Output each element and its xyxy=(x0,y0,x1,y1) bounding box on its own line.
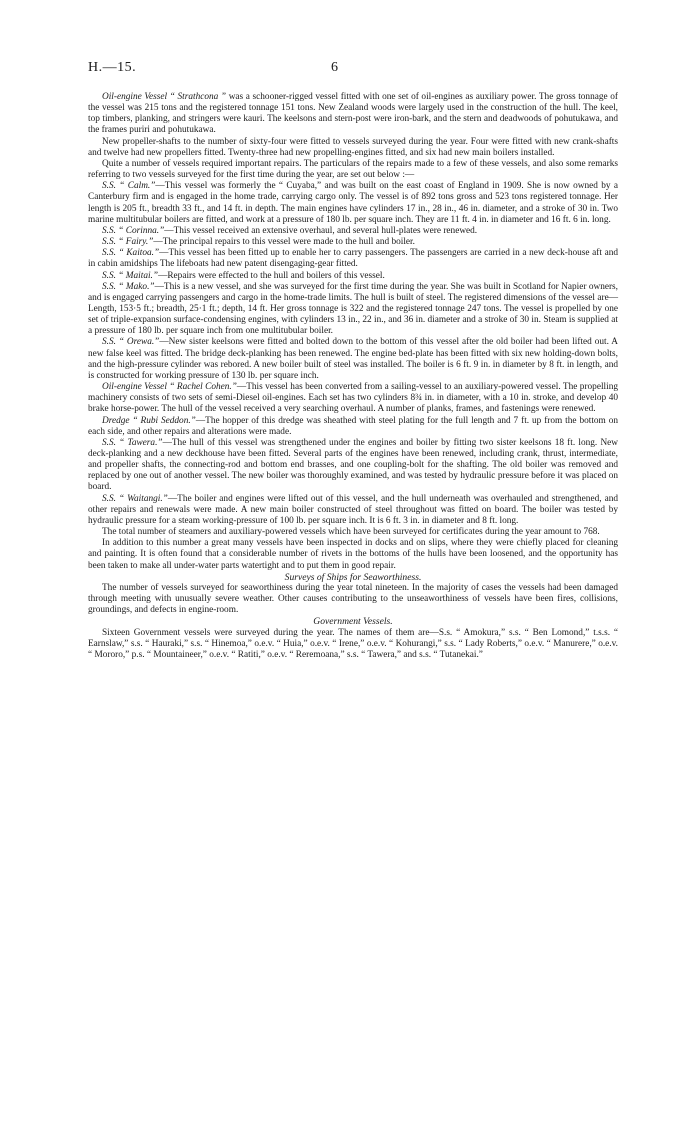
paragraph xyxy=(88,382,618,415)
paragraph-text: —The boiler and engines were lifted out of this vessel, and the hull underneath was overhauled and strengthened, and other repairs and renewals were made. A new main boiler constructed of steel throughout was fitted on board. The boiler was tested by hydraulic pressure for a steam working-pressure of 100 lb. per square inch. It is 6 ft. 3 in. in diameter and 8 ft. long. xyxy=(88,493,618,526)
page-number: 6 xyxy=(331,60,338,75)
paragraph-text: —New sister keelsons were fitted and bolted down to the bottom of this vessel after the old boiler had been lifted out. A new false keel was fitted. The bridge deck-planking has been renewed. The engine bed-plate has been fitted with six new holding-down bolts, and the high-pressure cylinder was rebored. A new boiler built of steel was installed. The boiler is 6 ft. 9 in. in diameter by 8 ft. in length, and is constructed for working pressure of 130 lb. per square inch. xyxy=(88,337,618,381)
document-page xyxy=(88,60,618,661)
paragraph xyxy=(88,137,618,159)
paragraph xyxy=(88,271,618,282)
paragraph-lead: S.S. “ Fairy.” xyxy=(102,237,154,248)
paragraph-text: —The hopper of this dredge was sheathed with steel plating for the full length and 7 ft. up from the bottom on each side, and other repairs and alterations were made. xyxy=(88,415,618,437)
paragraph-text: The total number of steamers and auxiliary-powered vessels which have been surveyed for certificates during the year amount to 768. xyxy=(102,527,600,538)
paragraph-lead: S.S. “ Calm.” xyxy=(102,181,156,192)
paragraph-text: —This vessel was formerly the “ Cuyaba,” and was built on the east coast of England in 1909. She is now owned by a Canterbury firm and is engaged in the home trade, carrying cargo only. The vessel is of 892 tons gross and 523 tons registered tonnage. Her length is 205 ft., breadth 33 ft., and 14 ft. in depth. The main engines have cylinders 17 in., 28 in., 46 in. diameter, and a stroke of 30 in. Two marine multitubular boilers are fitted, and work at a pressure of 180 lb. per square inch. They are 11 ft. 4 in. in diameter and 16 ft. 6 in. long. xyxy=(88,181,619,225)
paragraph xyxy=(88,494,618,527)
paragraph-text: —The principal repairs to this vessel were made to the hull and boiler. xyxy=(153,237,415,248)
paragraph-text: —This vessel has been converted from a sailing-vessel to an auxiliary-powered vessel. The propelling machinery consists of two sets of semi-Diesel oil-engines. Each set has two cylinders 8¾ in. in diameter, with a 10 in. stroke, and develop 40 brake horse-power. The hull of the vessel received a very searching overhaul. A number of planks, frames, and fastenings were renewed. xyxy=(88,382,618,415)
paragraph-text: —Repairs were effected to the hull and boilers of this vessel. xyxy=(158,270,385,281)
paragraph-seaworthiness: The number of vessels surveyed for seaworthiness during the year total nineteen. In the majority of cases the vessels had been damaged through meeting with unusually severe weather. Other causes contributing to the unseaworthiness of vessels have been fires, collisions, groundings, and defects in engine-room. xyxy=(88,582,618,616)
paragraph-lead: Oil-engine Vessel “ Strathcona ” xyxy=(102,92,227,102)
paragraph xyxy=(88,337,618,382)
paragraph-lead: S.S. “ Kaitoa.” xyxy=(102,248,160,259)
paragraph xyxy=(88,248,618,270)
paragraph-lead: Dredge “ Rubi Seddon.” xyxy=(102,415,196,426)
paragraph xyxy=(88,527,618,538)
paragraph-lead: S.S. “ Tawera.” xyxy=(102,437,163,448)
paragraph xyxy=(88,416,618,438)
paragraph-text: —This vessel has been fitted up to enable her to carry passengers. The passengers are carried in a new deck-house aft and in cabin amidships The lifeboats had new patent disengaging-gear fitted. xyxy=(88,248,618,270)
paragraph-text: was a schooner-rigged vessel fitted with one set of oil-engines as auxiliary power. The gross tonnage of the vessel was 215 tons and the registered tonnage 151 tons. New Zealand woods were largely used in the construction of the hull. The keel, top timbers, planking, and stringers were kauri. The keelsons and stern-post were iron-bark, and the stern and deadwoods of pohutukawa, and the frames puriri and pohutukawa. xyxy=(88,92,618,136)
paragraph-lead: S.S. “ Maitai.” xyxy=(102,270,159,281)
paragraph xyxy=(88,181,618,226)
paragraph-text: Quite a number of vessels required important repairs. The particulars of the repairs made to a few of these vessels, and also some remarks referring to two vessels surveyed for the first time during the year, are set out below :— xyxy=(88,158,618,181)
paragraph-lead: S.S. “ Orewa.” xyxy=(102,337,160,348)
paragraph xyxy=(88,92,618,137)
paragraph-government-vessels: Sixteen Government vessels were surveyed during the year. The names of them are—S.s. “ Amokura,” s.s. “ Ben Lomond,” t.s.s. “ Earnslaw,” s.s. “ Hauraki,” s.s. “ Hinemoa,” o.e.v. “ Huia,” o.e.v. “ Irene,” o.e.v. “ Kohurangi,” s.s. “ Lady Roberts,” o.e.v. “ Manurere,” o.e.v. “ Mororo,” p.s. “ Mountaineer,” o.e.v. “ Ratiti,” o.e.v. “ Reremoana,” s.s. “ Tawera,” and s.s. “ Tutanekai.” xyxy=(88,627,618,660)
paragraph-text: New propeller-shafts to the number of sixty-four were fitted to vessels surveyed during the year. Four were fitted with new crank-shafts and twelve had new propellers fitted. Twenty-three had new propelling-engines fitted, and six had new main boilers installed. xyxy=(88,136,618,158)
paragraph-text: In addition to this number a great many vessels have been inspected in docks and on slips, where they were chiefly placed for cleaning and painting. It is often found that a considerable number of rivets in the bottoms of the hulls have been loosened, and the opportunity has been taken to make all under-water parts watertight and to put them in good repair. xyxy=(88,538,618,571)
section-title-seaworthiness: Surveys of Ships for Seaworthiness. xyxy=(284,571,422,583)
paragraph-text: —This vessel received an extensive overhaul, and several hull-plates were renewed. xyxy=(164,225,478,236)
paragraph-lead: S.S. “ Waitangi.” xyxy=(102,493,168,504)
paragraph xyxy=(88,159,618,181)
paragraph-lead: Oil-engine Vessel “ Rachel Cohen.” xyxy=(102,382,237,393)
section-title-government-vessels: Government Vessels. xyxy=(313,616,393,628)
paragraph xyxy=(88,282,618,338)
paragraph-text: —This is a new vessel, and she was surveyed for the first time during the year. She was built in Scotland for Napier owners, and is engaged carrying passengers and cargo in the home-trade limits. The hull is built of steel. The registered dimensions of the vessel are—Length, 153·5 ft.; breadth, 25·1 ft.; depth, 14 ft. Her gross tonnage is 322 and the registered tonnage 247 tons. The vessel is propelled by one set of triple-expansion surface-condensing engines, with cylinders 13 in., 22 in., and 36 in. diameter and a stroke of 30 in. Steam is supplied at a pressure of 180 lb. per square inch from one multitubular boiler. xyxy=(88,281,619,337)
paragraph xyxy=(88,226,618,237)
document-reference: H.—15. xyxy=(88,60,137,75)
paragraph-text: —The hull of this vessel was strengthened under the engines and boiler by fitting two sister keelsons 18 ft. long. New deck-planking and a new deckhouse have been fitted. Several parts of the engines have been renewed, including crank, thrust, intermediate, and propeller shafts, the connecting-rod and bottom end brasses, and one coupling-bolt for the shafting. The old boiler was removed and replaced by one out of another vessel. The new boiler was thoroughly examined, and was tested by hydraulic pressure before it was placed on board. xyxy=(88,437,618,493)
paragraph xyxy=(88,538,618,571)
paragraph-lead: S.S. “ Corinna.” xyxy=(102,225,165,236)
paragraph xyxy=(88,237,618,248)
body-text xyxy=(88,92,618,661)
page-header xyxy=(88,60,618,84)
paragraph xyxy=(88,438,618,494)
paragraph-lead: S.S. “ Mako.” xyxy=(102,281,155,292)
paragraph-list xyxy=(88,92,618,572)
